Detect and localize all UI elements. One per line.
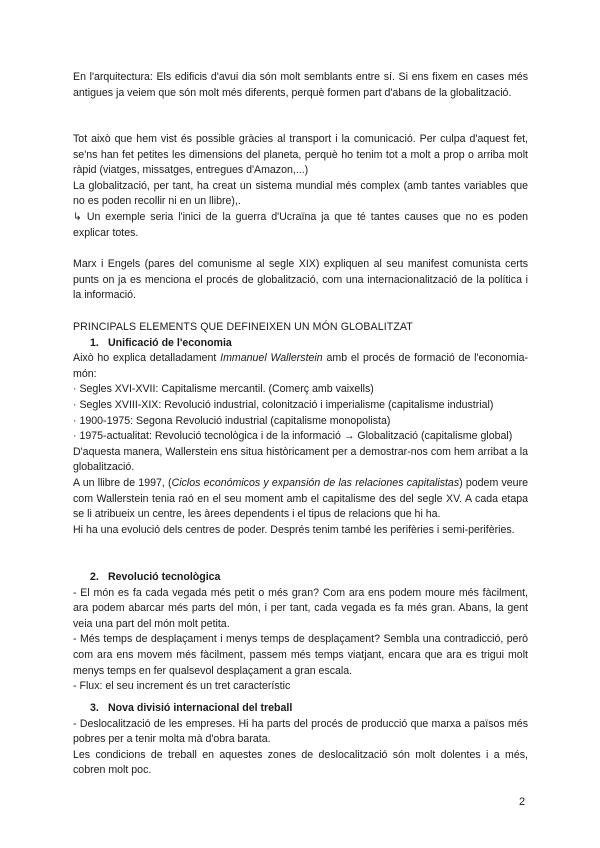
paragraph-wallerstein (73, 351, 528, 382)
text-run: A un llibre de 1997, ( (73, 476, 172, 489)
paragraph: - El món es fa cada vegada més petit o més gran? Com ara ens podem moure més fàcilment, ara podem abarcar més parts del món, i per tant, cada vegada es fa més gran. Abans, la gent veia una part del món molt petita. (73, 586, 528, 630)
paragraph: - Deslocalització de les empreses. Hi ha parts del procés de producció que marxa a països més pobres per a tenir molta mà d'obra barata. (73, 717, 528, 746)
paragraph: - Més temps de desplaçament i menys temps de desplaçament? Sembla una contradicció, però com ara ens movem més fàcilment, passem més temps viatjant, encara que ara es trigui molt menys temps en fer qualsevol desplaçament a gran escala. (73, 633, 528, 677)
intro-paragraph-transport (73, 132, 528, 241)
subheading-economy (73, 336, 528, 352)
section-labour (73, 701, 528, 779)
text-run: amb el procés de formació de l'economia-món: (73, 352, 529, 380)
paragraph: Marx i Engels (pares del comunisme al segle XIX) expliquen al seu manifest comunista certs punts on ja es menciona el procés de globalització, com una internacionalització de la política i la informació. (73, 258, 528, 302)
subheading-technology (73, 570, 528, 586)
paragraph: Hi ha una evolució dels centres de poder. Després tenim també les perifèries i semi-perifèries. (73, 523, 515, 536)
list-item: · 1900-1975: Segona Revolució industrial (capitalisme monopolista) (73, 414, 391, 427)
book-title: Ciclos económicos y expansión de las relaciones capitalistas (171, 476, 460, 489)
author-name: Immanuel Wallerstein (220, 352, 323, 365)
list-item: · 1975-actualitat: Revolució tecnològica i de la informació → Globalització (capitalisme global) (73, 430, 513, 443)
paragraph-book (73, 476, 528, 523)
paragraph: D'aquesta manera, Wallerstein ens situa històricament per a demostrar-nos com hem arribat a la globalització. (73, 445, 528, 474)
paragraph: ↳ Un exemple seria l'inici de la guerra d'Ucraïna ja que té tantes causes que no es poden explicar totes. (73, 210, 528, 239)
subheading-title: Nova divisió internacional del treball (108, 702, 293, 714)
list-item: · Segles XVI-XVII: Capitalisme mercantil. (Comerç amb vaixells) (73, 383, 374, 396)
section-technology (73, 570, 528, 695)
paragraph: Tot això que hem vist és possible gràcies al transport i la comunicació. Per culpa d'aquest fet, se'ns han fet petites les dimensions del planeta, perquè ho tenim tot a molt a prop o arriba molt ràpid (viatges, missatges, entregues d'Amazon,...) (73, 133, 528, 177)
intro-paragraph-architecture (73, 70, 528, 101)
page-number: 2 (519, 796, 526, 808)
paragraph: La globalització, per tant, ha creat un sistema mundial més complex (amb tantes variables que no es poden recollir ni en un llibre),. (73, 179, 528, 208)
text-run: Això ho explica detalladament (73, 352, 221, 365)
section-heading: PRINCIPALS ELEMENTS QUE DEFINEIXEN UN MÓN GLOBALITZAT (73, 321, 413, 333)
subheading-title: Unificació de l'economia (108, 336, 232, 349)
subheading-number: 2. (90, 571, 99, 583)
subheading-number: 3. (90, 702, 99, 714)
list-item: · Segles XVIII-XIX: Revolució industrial, colonització i imperialisme (capitalisme industrial) (73, 398, 494, 411)
text-run: ) podem veure com Wallerstein tenia raó en el seu moment amb el capitalisme des del segle XV. A cada etapa se li atribueix un centre, les àrees dependents i el tipus de relacions que hi ha. (73, 476, 528, 521)
paragraph: En l'arquitectura: Els edificis d'avui dia són molt semblants entre sí. Si ens fixem en cases més antigues ja veiem que són molt més diferents, perquè formen part d'abans de la globalització. (73, 71, 528, 99)
section-elements (73, 320, 528, 538)
subheading-number: 1. (90, 336, 99, 349)
subheading-title: Revolució tecnològica (108, 571, 221, 583)
paragraph: - Flux: el seu increment és un tret característic (73, 680, 291, 693)
intro-paragraph-marx (73, 257, 528, 304)
subheading-labour (73, 701, 528, 717)
paragraph: Les condicions de treball en aquestes zones de deslocalització són molt dolentes i a més, cobren molt poc. (73, 748, 528, 777)
